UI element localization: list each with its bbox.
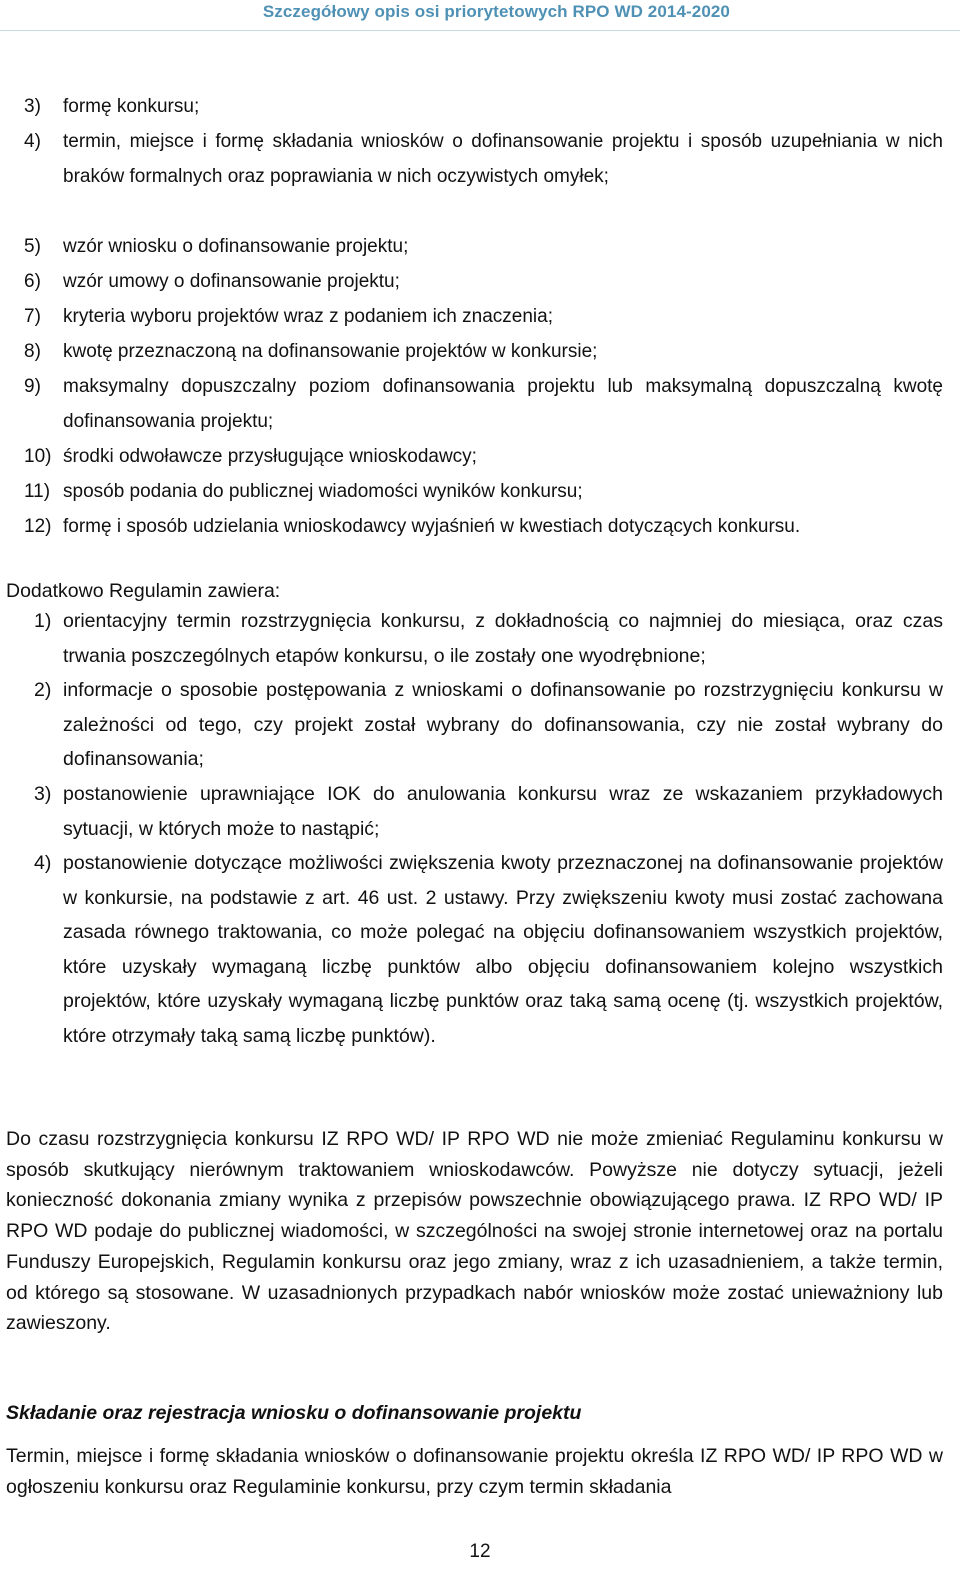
list-item-number: 11) (24, 481, 51, 502)
list-item-number: 4) (34, 852, 52, 874)
list-item-number: 7) (24, 306, 41, 327)
list-item-text: kwotę przeznaczoną na dofinansowanie projektów w konkursie; (63, 341, 598, 362)
list-item-text: informacje o sposobie postępowania z wnioskami o dofinansowanie po rozstrzygnięciu konkursu w zależności od tego, czy projekt został wybrany do dofinansowania, czy nie został wybrany do dofinansowania; (63, 679, 943, 770)
list-item-text: wzór wniosku o dofinansowanie projektu; (63, 236, 409, 257)
list-item-text: orientacyjny termin rozstrzygnięcia konkursu, z dokładnością co najmniej do miesiąca, oraz czas trwania poszczególnych etapów konkursu, o ile zostały one wyodrębnione; (63, 610, 943, 667)
list-item-text: formę i sposób udzielania wnioskodawcy wyjaśnień w kwestiach dotyczących konkursu. (63, 516, 801, 537)
list-item-text: środki odwoławcze przysługujące wnioskodawcy; (63, 446, 477, 467)
list-item-text: formę konkursu; (63, 96, 200, 117)
body-paragraph: Do czasu rozstrzygnięcia konkursu IZ RPO WD/ IP RPO WD nie może zmieniać Regulaminu konkursu w sposób skutkujący nierównym traktowaniem wnioskodawców. Powyższe nie dotyczy sytuacji, jeżeli konieczność dokonania zmiany wynika z przepisów powszechnie obowiązującego prawa. IZ RPO WD/ IP RPO WD podaje do publicznej wiadomości, w szczególności na swojej stronie internetowej oraz na portalu Funduszy Europejskich, Regulamin konkursu oraz jego zmiany, wraz z ich uzasadnieniem, a także termin, od którego są stosowane. W uzasadnionych przypadkach nabór wniosków może zostać unieważniony lub zawieszony. (6, 1128, 943, 1335)
page-number: 12 (469, 1541, 491, 1562)
list-item-number: 9) (24, 376, 41, 397)
running-header: Szczegółowy opis osi priorytetowych RPO WD 2014-2020 (262, 2, 730, 21)
list-item-text: wzór umowy o dofinansowanie projektu; (63, 271, 400, 292)
list-item-text: termin, miejsce i formę składania wniosków o dofinansowanie projektu i sposób uzupełniania w nich braków formalnych oraz poprawiania w nich oczywistych omyłek; (63, 131, 943, 187)
list-item-text: sposób podania do publicznej wiadomości wyników konkursu; (63, 481, 583, 502)
list-item-number: 5) (24, 236, 41, 257)
list-item-number: 3) (24, 96, 41, 117)
list-item-text: postanowienie dotyczące możliwości zwiększenia kwoty przeznaczonej na dofinansowanie projektów w konkursie, na podstawie z art. 46 ust. 2 ustawy. Przy zwiększeniu kwoty musi zostać zachowana zasada równego traktowania, co może polegać na objęciu dofinansowaniem wszystkich projektów, które uzyskały wymaganą liczbę punktów albo objęciu dofinansowaniem kolejno wszystkich projektów, które uzyskały wymaganą liczbę punktów oraz taką samą ocenę (tj. wszystkich projektów, które otrzymały taką samą liczbę punktów). (63, 852, 943, 1047)
list-item-number: 12) (24, 516, 52, 537)
list-item-number: 4) (24, 131, 41, 152)
body-paragraph: Termin, miejsce i formę składania wniosków o dofinansowanie projektu określa IZ RPO WD/ IP RPO WD w ogłoszeniu konkursu oraz Regulaminie konkursu, przy czym termin składania (6, 1445, 943, 1498)
list-item-number: 2) (34, 679, 52, 701)
list-item-number: 1) (34, 610, 52, 632)
list-item-text: maksymalny dopuszczalny poziom dofinansowania projektu lub maksymalną dopuszczalną kwotę dofinansowania projektu; (63, 376, 943, 432)
header-divider (0, 30, 960, 31)
list-item-number: 10) (24, 446, 52, 467)
list-item-text: postanowienie uprawniające IOK do anulowania konkursu wraz ze wskazaniem przykładowych sytuacji, w których może to nastąpić; (63, 783, 943, 840)
list-item-number: 3) (34, 783, 52, 805)
list-item-number: 8) (24, 341, 41, 362)
intro-line: Dodatkowo Regulamin zawiera: (6, 580, 281, 602)
list-item-text: kryteria wyboru projektów wraz z podaniem ich znaczenia; (63, 306, 553, 327)
section-heading: Składanie oraz rejestracja wniosku o dofinansowanie projektu (6, 1402, 582, 1424)
list-item-number: 6) (24, 271, 41, 292)
